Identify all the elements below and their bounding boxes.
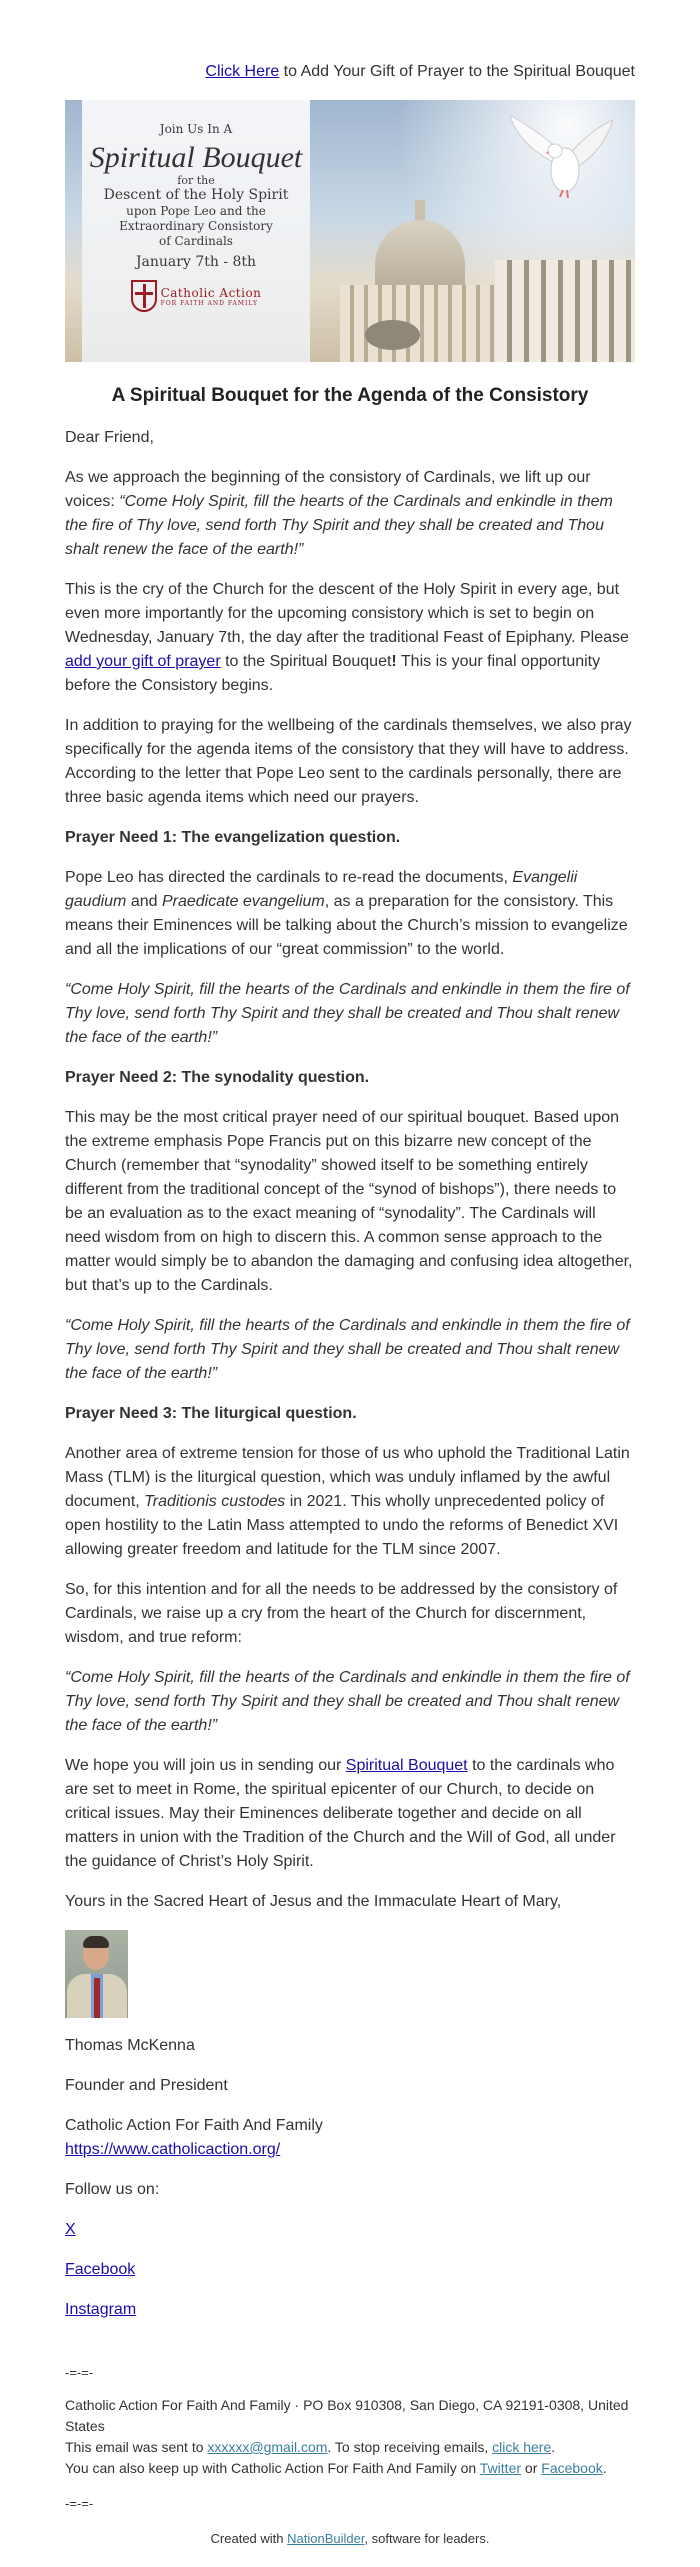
text: or bbox=[521, 2460, 542, 2476]
footer-address: Catholic Action For Faith And Family · PO Box 910308, San Diego, CA 92191-0308, United States bbox=[65, 2397, 629, 2434]
hope-paragraph bbox=[65, 1754, 635, 1874]
email-body bbox=[65, 0, 635, 2561]
agenda-paragraph: In addition to praying for the wellbeing of the cardinals themselves, we also pray specifically for the agenda items of the consistory that they will have to address. According to the letter that Pope Leo sent to the cardinals personally, there are three basic agenda items which need our prayers. bbox=[65, 717, 632, 806]
footer-social bbox=[65, 2458, 635, 2479]
website-link[interactable]: https://www.catholicaction.org/ bbox=[65, 2141, 281, 2158]
prayer-need-2-heading: Prayer Need 2: The synodality question. bbox=[65, 1069, 370, 1086]
org-name: Catholic Action For Faith And Family bbox=[65, 2117, 323, 2134]
shield-cross-icon bbox=[131, 280, 157, 312]
dome-lantern bbox=[415, 200, 425, 222]
facebook-link[interactable]: Facebook bbox=[65, 2261, 136, 2278]
footer bbox=[65, 2362, 635, 2561]
greeting: Dear Friend, bbox=[65, 429, 154, 446]
colonnade bbox=[495, 260, 635, 362]
text: This is your final opportunity before the Consistory begins. bbox=[65, 653, 601, 694]
text: and bbox=[126, 893, 162, 910]
add-gift-of-prayer-link[interactable]: add your gift of prayer bbox=[65, 653, 221, 670]
footer-separator: -=-=- bbox=[65, 2365, 94, 2380]
banner-headline: Spiritual Bouquet bbox=[89, 141, 303, 174]
text: As we approach the beginning of the consistory of Cardinals, we lift up our voices: bbox=[65, 469, 591, 510]
banner-line: Extraordinary Consistory bbox=[119, 219, 273, 233]
banner-image[interactable] bbox=[65, 100, 635, 362]
text: Pope Leo has directed the cardinals to re-read the documents, bbox=[65, 869, 513, 886]
cry-paragraph bbox=[65, 578, 635, 698]
text: Evangelii gaudium bbox=[65, 869, 578, 910]
prayer-need-3-heading: Prayer Need 3: The liturgical question. bbox=[65, 1405, 357, 1422]
prayer-quote: “Come Holy Spirit, fill the hearts of the Cardinals and enkindle in them the fire of Thy love, send forth Thy Spirit and they shall be created and Thou shalt renew the face of the earth!” bbox=[65, 493, 613, 558]
banner-dates: January 7th - 8th bbox=[135, 254, 257, 270]
click-here-link[interactable]: Click Here bbox=[205, 63, 280, 80]
top-cta bbox=[65, 60, 635, 84]
footer-separator: -=-=- bbox=[65, 2496, 94, 2511]
footer-facebook-link[interactable]: Facebook bbox=[541, 2460, 603, 2476]
closing: Yours in the Sacred Heart of Jesus and the Immaculate Heart of Mary, bbox=[65, 1893, 562, 1910]
photo-tie bbox=[94, 1978, 100, 2018]
text: Created with bbox=[210, 2531, 288, 2546]
banner-line: Join Us In A bbox=[159, 122, 233, 136]
footer-sent-to bbox=[65, 2437, 635, 2458]
text: You can also keep up with Catholic Action For Faith And Family on bbox=[65, 2460, 480, 2476]
banner-line: of Cardinals bbox=[159, 234, 233, 248]
logo-subtitle: FOR FAITH AND FAMILY bbox=[160, 299, 258, 307]
text: Praedicate evangelium bbox=[161, 893, 325, 910]
spiritual-bouquet-link[interactable]: Spiritual Bouquet bbox=[345, 1757, 468, 1774]
text: ! bbox=[391, 653, 397, 670]
text: , as a preparation for the consistory. This means their Eminences will be talking about the Church’s mission to evangelize and all the implications of our “great commission” to the world. bbox=[65, 893, 628, 958]
text: . bbox=[602, 2460, 607, 2476]
instagram-link[interactable]: Instagram bbox=[65, 2301, 137, 2318]
banner-line: for the bbox=[177, 174, 215, 187]
nationbuilder-link[interactable]: NationBuilder bbox=[287, 2531, 365, 2546]
logo-name: Catholic Action bbox=[160, 285, 262, 300]
signer-name: Thomas McKenna bbox=[65, 2037, 195, 2054]
prayer-need-1-text bbox=[65, 866, 635, 962]
text: This email was sent to bbox=[65, 2439, 208, 2455]
prayer-need-1-heading: Prayer Need 1: The evangelization question. bbox=[65, 829, 401, 846]
x-link[interactable]: X bbox=[65, 2221, 76, 2238]
text: , software for leaders. bbox=[364, 2531, 490, 2546]
text: in 2021. This wholly unprecedented policy of open hostility to the Latin Mass attempted to undo the reforms of Benedict XVI allowing greater freedom and latitude for the TLM since 2007. bbox=[65, 1493, 619, 1558]
text: This is the cry of the Church for the descent of the Holy Spirit in every age, but even more importantly for the upcoming consistory which is set to begin on Wednesday, January 7th, the day after the traditional Feast of Epiphany. Please bbox=[65, 581, 629, 646]
signer-role: Founder and President bbox=[65, 2077, 228, 2094]
footer-twitter-link[interactable]: Twitter bbox=[479, 2460, 522, 2476]
prayer-need-3-text bbox=[65, 1442, 635, 1562]
follow-label: Follow us on: bbox=[65, 2181, 160, 2198]
recipient-email-link[interactable]: xxxxxx@gmail.com bbox=[207, 2439, 328, 2455]
prayer-quote: “Come Holy Spirit, fill the hearts of the Cardinals and enkindle in them the fire of Thy love, send forth Thy Spirit and they shall be created and Thou shalt renew the face of the earth!” bbox=[65, 981, 630, 1046]
banner-text-panel bbox=[82, 100, 310, 362]
created-with bbox=[65, 2528, 635, 2561]
catholic-action-logo bbox=[82, 280, 310, 312]
banner-line: upon Pope Leo and the bbox=[126, 204, 266, 218]
prayer-quote: “Come Holy Spirit, fill the hearts of the Cardinals and enkindle in them the fire of Thy love, send forth Thy Spirit and they shall be created and Thou shalt renew the face of the earth!” bbox=[65, 1669, 630, 1734]
text: to the cardinals who are set to meet in Rome, the spiritual epicenter of our Church, to decide on critical issues. May their Eminences deliberate together and decide on all matters in union with the Tradition of the Church and the Will of God, all under the guidance of Christ’s Holy Spirit. bbox=[65, 1757, 616, 1870]
prayer-need-2-text: This may be the most critical prayer need of our spiritual bouquet. Based upon the extreme emphasis Pope Francis put on this bizarre new concept of the Church (remember that “synodality” showed itself to be something entirely different from the traditional concept of the “synod of bishops”), there needs to be an evaluation as to the exact meaning of “synodality”. The Cardinals will need wisdom from on high to discern this. A common sense approach to the matter would simply be to abandon the damaging and confusing idea altogether, but that’s up to the Cardinals. bbox=[65, 1109, 633, 1294]
intro-paragraph bbox=[65, 466, 635, 562]
photo-hair bbox=[83, 1936, 109, 1948]
prayer-quote: “Come Holy Spirit, fill the hearts of the Cardinals and enkindle in them the fire of Thy love, send forth Thy Spirit and they shall be created and Thou shalt renew the face of the earth!” bbox=[65, 1317, 630, 1382]
text: . bbox=[551, 2439, 556, 2455]
signer-org bbox=[65, 2114, 635, 2162]
intention-paragraph: So, for this intention and for all the needs to be addressed by the consistory of Cardinals, we raise up a cry from the heart of the Church for discernment, wisdom, and true reform: bbox=[65, 1581, 618, 1646]
page-title: A Spiritual Bouquet for the Agenda of the Consistory bbox=[111, 385, 589, 406]
top-cta-text: to Add Your Gift of Prayer to the Spiritual Bouquet bbox=[279, 63, 635, 80]
unsubscribe-link[interactable]: click here bbox=[492, 2439, 552, 2455]
text: Traditionis custodes bbox=[144, 1493, 286, 1510]
text: . To stop receiving emails, bbox=[327, 2439, 493, 2455]
fountain bbox=[365, 320, 420, 350]
text: We hope you will join us in sending our bbox=[65, 1757, 346, 1774]
dove-icon bbox=[505, 115, 615, 205]
text: Another area of extreme tension for those of us who uphold the Traditional Latin Mass (TLM) is the liturgical question, which was unduly inflamed by the awful document, bbox=[65, 1445, 630, 1510]
banner-line: Descent of the Holy Spirit bbox=[103, 187, 289, 203]
signer-photo bbox=[65, 1930, 128, 2018]
text: to the Spiritual Bouquet bbox=[220, 653, 392, 670]
